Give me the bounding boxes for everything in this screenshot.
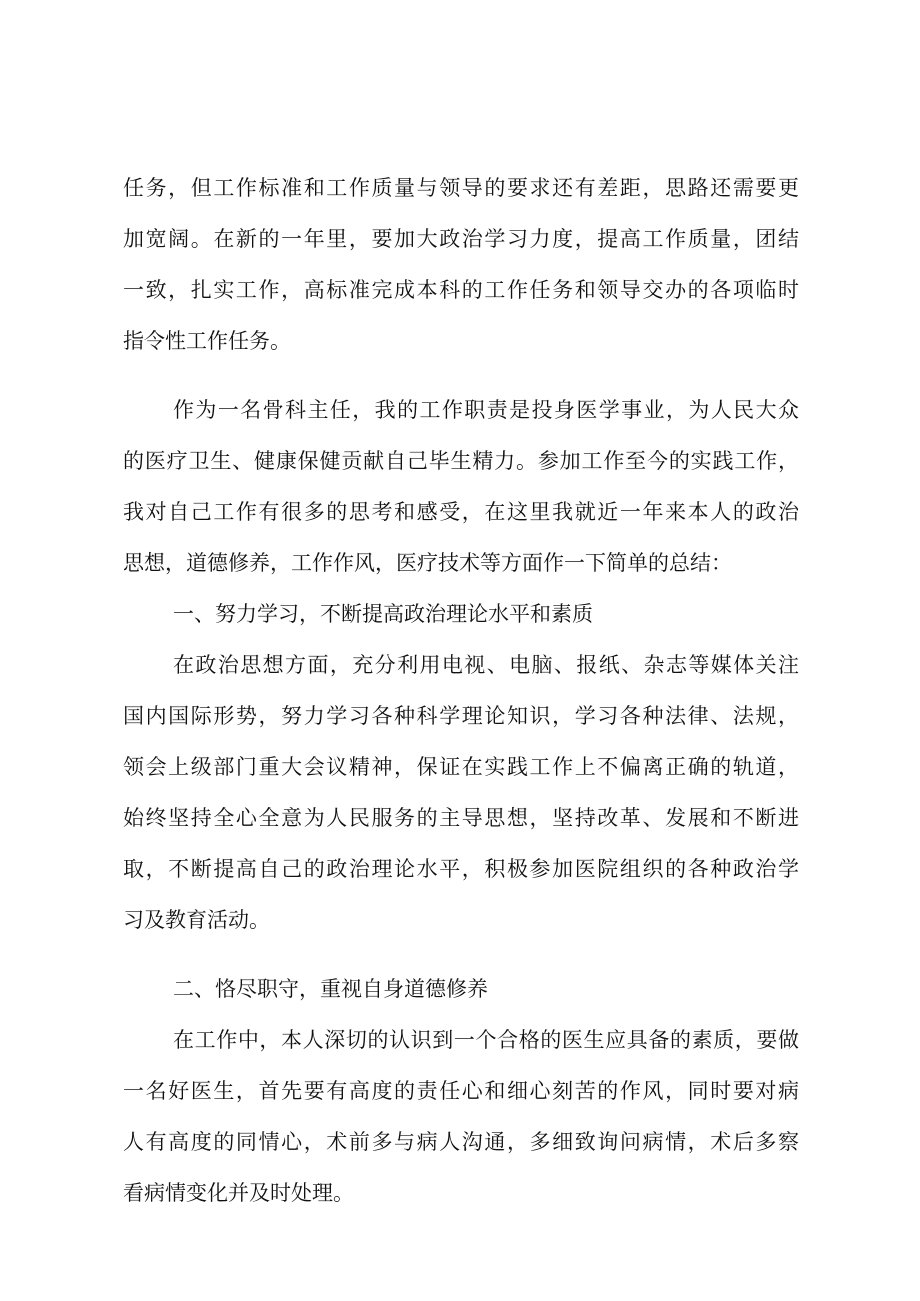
text-line: 看病情变化并及时处理。 xyxy=(123,1181,354,1205)
text-line: 取，不断提高自己的政治理论水平，积极参加医院组织的各种政治学 xyxy=(123,857,799,881)
text-line: 指令性工作任务。 xyxy=(123,329,291,353)
text-line: 在工作中，本人深切的认识到一个合格的医生应具备的素质，要做 xyxy=(173,1028,799,1052)
paragraph-ethics xyxy=(123,1015,799,1219)
paragraph-continuation xyxy=(123,163,799,367)
heading-line: 二、恪尽职守，重视自身道德修养 xyxy=(173,977,488,1001)
text-line: 始终坚持全心全意为人民服务的主导思想，坚持改革、发展和不断进 xyxy=(123,806,799,830)
text-line: 作为一名骨科主任，我的工作职责是投身医学事业，为人民大众 xyxy=(173,398,799,422)
text-line: 我对自己工作有很多的思考和感受，在这里我就近一年来本人的政治 xyxy=(123,500,799,524)
text-line: 国内国际形势，努力学习各种科学理论知识，学习各种法律、法规， xyxy=(123,704,799,728)
text-line: 一名好医生，首先要有高度的责任心和细心刻苦的作风，同时要对病 xyxy=(123,1079,799,1103)
text-line: 习及教育活动。 xyxy=(123,908,270,932)
paragraph-intro xyxy=(123,385,799,589)
text-line: 的医疗卫生、健康保健贡献自己毕生精力。参加工作至今的实践工作， xyxy=(123,449,799,473)
text-line: 一致，扎实工作，高标准完成本科的工作任务和领导交办的各项临时 xyxy=(123,278,799,302)
section-heading-2 xyxy=(123,964,799,1015)
text-line: 任务，但工作标准和工作质量与领导的要求还有差距，思路还需要更 xyxy=(123,176,799,200)
text-line: 思想，道德修养，工作作风，医疗技术等方面作一下简单的总结： xyxy=(123,551,732,575)
paragraph-political-study xyxy=(123,640,799,946)
section-heading-1 xyxy=(123,589,799,640)
document-body xyxy=(123,163,799,1219)
text-line: 人有高度的同情心，术前多与病人沟通，多细致询问病情，术后多察 xyxy=(123,1130,799,1154)
heading-line: 一、努力学习，不断提高政治理论水平和素质 xyxy=(173,602,593,626)
text-line: 加宽阔。在新的一年里，要加大政治学习力度，提高工作质量，团结 xyxy=(123,227,799,251)
text-line: 在政治思想方面，充分利用电视、电脑、报纸、杂志等媒体关注 xyxy=(173,653,799,677)
text-line: 领会上级部门重大会议精神，保证在实践工作上不偏离正确的轨道， xyxy=(123,755,799,779)
